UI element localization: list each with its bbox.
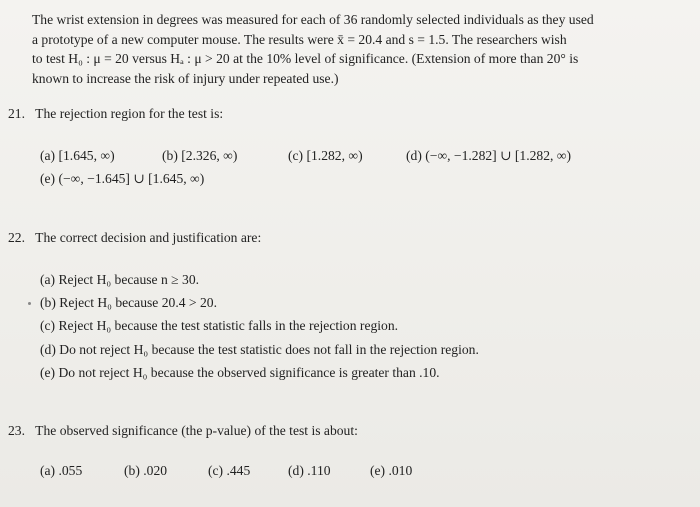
question-number: 21. — [8, 106, 25, 121]
question-number: 22. — [8, 230, 25, 245]
question-21 — [8, 106, 223, 122]
intro-line: The wrist extension in degrees was measured for each of 36 randomly selected individuals as they used — [32, 12, 594, 27]
q22-option-d[interactable]: (d) Do not reject H₀ because the test statistic does not fall in the rejection region. — [40, 342, 479, 357]
q21-option-b[interactable]: (b) [2.326, ∞) — [162, 148, 238, 163]
q22-option-e[interactable]: (e) Do not reject H₀ because the observed significance is greater than .10. — [40, 365, 440, 380]
q21-option-c[interactable]: (c) [1.282, ∞) — [288, 148, 363, 163]
problem-intro — [32, 10, 682, 88]
question-22 — [8, 230, 261, 246]
intro-line: known to increase the risk of injury under repeated use.) — [32, 70, 339, 86]
intro-line: to test H₀ : μ = 20 versus Hₐ : μ > 20 at the 10% level of significance. (Extension of more than 20° is — [32, 51, 579, 66]
question-number: 23. — [8, 423, 25, 438]
q21-options-row-2 — [40, 171, 204, 187]
q21-option-d[interactable]: (d) (−∞, −1.282] ∪ [1.282, ∞) — [406, 148, 572, 163]
q23-option-a[interactable]: (a) .055 — [40, 463, 83, 478]
stray-mark — [28, 302, 31, 305]
q23-option-d[interactable]: (d) .110 — [288, 463, 331, 478]
q23-option-e[interactable]: (e) .010 — [370, 463, 413, 478]
question-stem: The observed significance (the p-value) of the test is about: — [35, 423, 358, 438]
q22-option-c[interactable]: (c) Reject H₀ because the test statistic falls in the rejection region. — [40, 318, 399, 333]
q21-options-row-1 — [40, 148, 571, 164]
question-stem: The correct decision and justification are: — [35, 230, 262, 245]
q23-options-row — [40, 463, 412, 479]
question-stem: The rejection region for the test is: — [35, 106, 224, 121]
q22-option-a[interactable]: (a) Reject H₀ because n ≥ 30. — [40, 272, 200, 287]
q21-option-a[interactable]: (a) [1.645, ∞) — [40, 148, 115, 163]
q21-option-e[interactable]: (e) (−∞, −1.645] ∪ [1.645, ∞) — [40, 171, 205, 186]
question-23 — [8, 423, 358, 439]
q23-option-b[interactable]: (b) .020 — [124, 463, 168, 478]
q22-option-b[interactable]: (b) Reject H₀ because 20.4 > 20. — [40, 295, 217, 310]
q23-option-c[interactable]: (c) .445 — [208, 463, 251, 478]
intro-line: a prototype of a new computer mouse. The results were x̄ = 20.4 and s = 1.5. The researchers wish — [32, 31, 567, 47]
